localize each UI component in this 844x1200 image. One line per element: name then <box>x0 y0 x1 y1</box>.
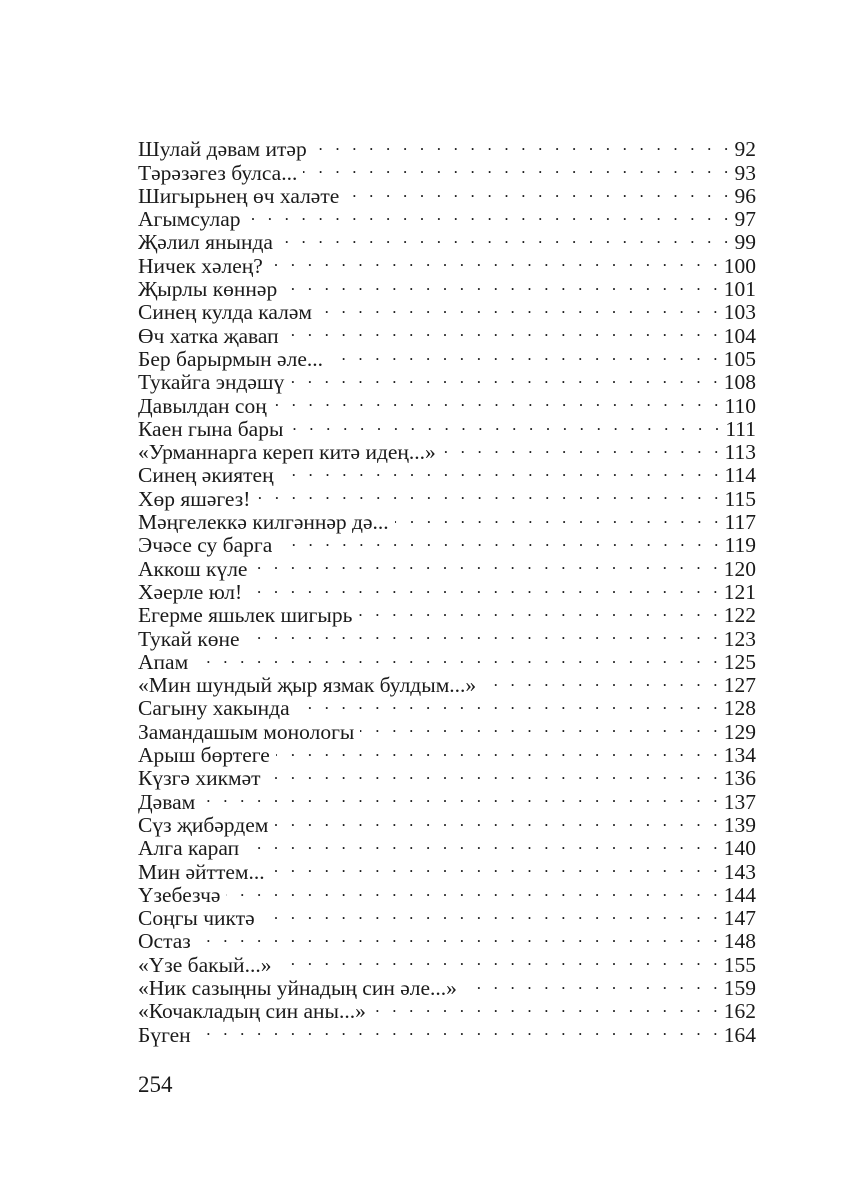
toc-dot-leader <box>253 552 721 575</box>
toc-dot-leader <box>256 482 722 505</box>
toc-entry-title: Тукай көне <box>138 626 240 651</box>
toc-entry-page: 123 <box>723 626 756 651</box>
toc-entry-page: 96 <box>734 183 756 208</box>
toc-entry-page: 129 <box>723 719 756 744</box>
toc-entry-title: «Үзе бакый...» <box>138 952 272 977</box>
toc-dot-leader <box>290 366 722 389</box>
toc-entry-page: 114 <box>724 463 756 488</box>
toc-dot-leader <box>277 948 721 971</box>
toc-entry-page: 128 <box>723 696 756 721</box>
toc-entry-page: 99 <box>734 230 756 255</box>
toc-dot-leader <box>318 296 722 319</box>
toc-dot-leader <box>246 622 722 645</box>
toc-entry-page: 134 <box>723 743 756 768</box>
toc-entry <box>138 692 756 721</box>
toc-entry <box>138 296 756 325</box>
toc-entry <box>138 739 756 768</box>
toc-entry-page: 119 <box>724 533 756 558</box>
toc-dot-leader <box>296 692 722 715</box>
toc-dot-leader <box>271 855 722 878</box>
toc-dot-leader <box>276 739 722 762</box>
toc-dot-leader <box>329 343 722 366</box>
toc-entry-title: Егерме яшьлек шигырь <box>138 603 353 628</box>
toc-entry <box>138 576 756 604</box>
toc-dot-leader <box>345 180 732 203</box>
toc-entry-title: Алга карап <box>138 836 240 861</box>
toc-entry-title: Үзебезчә <box>138 882 221 907</box>
toc-dot-leader <box>197 1018 722 1041</box>
toc-dot-leader <box>201 785 722 808</box>
toc-entry-page: 115 <box>724 486 756 511</box>
toc-entry-title: Апам <box>138 649 189 674</box>
toc-entry-title: Синең кулда каләм <box>138 300 313 325</box>
toc-entry-title: Тәрәзәгез булса... <box>138 160 298 185</box>
toc-entry-title: Бер барырмын әле... <box>138 346 323 371</box>
toc-dot-leader <box>442 436 723 459</box>
table-of-contents <box>138 133 756 1047</box>
toc-entry <box>138 902 756 931</box>
toc-entry <box>138 972 756 1000</box>
toc-entry-page: 140 <box>723 836 756 861</box>
toc-entry-page: 143 <box>723 859 756 884</box>
toc-entry-page: 120 <box>723 556 756 581</box>
toc-entry <box>138 413 756 441</box>
toc-entry-title: Мин әйттем... <box>138 859 265 884</box>
toc-dot-leader <box>283 273 722 296</box>
toc-entry-title: Тукайга эндәшү <box>138 370 285 395</box>
toc-dot-leader <box>372 995 722 1018</box>
toc-dot-leader <box>197 925 722 948</box>
toc-entry-page: 164 <box>723 1022 756 1047</box>
toc-entry <box>138 180 756 208</box>
toc-entry <box>138 646 756 674</box>
toc-dot-leader <box>269 249 722 272</box>
toc-entry-page: 125 <box>723 649 756 674</box>
toc-dot-leader <box>267 762 722 785</box>
toc-entry-title: Соңгы чиктә <box>138 906 255 931</box>
toc-entry <box>138 226 756 255</box>
toc-entry-page: 155 <box>723 952 756 977</box>
toc-entry-title: Шигырьнең өч халәте <box>138 183 340 208</box>
toc-entry-title: «Ник сазыңны уйнадың син әле...» <box>138 975 457 1000</box>
toc-dot-leader <box>280 459 723 482</box>
toc-entry-page: 117 <box>724 510 756 535</box>
toc-entry-title: Сагыну хакында <box>138 696 290 721</box>
toc-dot-leader <box>194 646 722 669</box>
toc-entry-title: «Урманнарга кереп китә идең...» <box>138 440 436 465</box>
toc-dot-leader <box>246 203 732 226</box>
toc-entry-title: «Мин шундый җыр язмак булдым...» <box>138 673 477 698</box>
toc-entry <box>138 995 756 1024</box>
toc-entry-page: 110 <box>724 393 756 418</box>
toc-entry-title: Өч хатка җавап <box>138 323 279 348</box>
toc-entry <box>138 785 756 814</box>
toc-entry-page: 137 <box>723 789 756 814</box>
toc-entry <box>138 879 756 907</box>
toc-dot-leader <box>274 809 721 832</box>
toc-dot-leader <box>289 413 723 436</box>
toc-entry-title: Ничек хәлең? <box>138 253 263 278</box>
toc-entry-page: 113 <box>724 440 756 465</box>
toc-dot-leader <box>261 902 722 925</box>
toc-entry-title: Бүген <box>138 1022 191 1047</box>
toc-entry-page: 93 <box>734 160 756 185</box>
toc-entry <box>138 925 756 954</box>
toc-entry-page: 122 <box>723 603 756 628</box>
toc-dot-leader <box>360 715 721 738</box>
toc-entry-title: «Кочакладың син аны...» <box>138 999 366 1024</box>
toc-entry <box>138 762 756 791</box>
toc-entry-page: 97 <box>734 207 756 232</box>
toc-entry <box>138 273 756 302</box>
toc-entry-title: Эчәсе су барга <box>138 533 273 558</box>
toc-entry-page: 111 <box>725 416 756 441</box>
toc-dot-leader <box>226 879 721 902</box>
toc-entry-page: 162 <box>723 999 756 1024</box>
toc-entry-title: Җырлы көннәр <box>138 277 278 302</box>
toc-entry-title: Остаз <box>138 929 191 954</box>
toc-entry-page: 104 <box>723 323 756 348</box>
toc-entry <box>138 948 756 977</box>
toc-entry-title: Арыш бөртеге <box>138 743 270 768</box>
toc-entry <box>138 343 756 371</box>
toc-dot-leader <box>248 576 722 599</box>
toc-entry-page: 144 <box>723 882 756 907</box>
toc-entry <box>138 203 756 232</box>
toc-entry-title: Замандашым монологы <box>138 719 355 744</box>
toc-entry <box>138 1018 756 1047</box>
toc-dot-leader <box>395 506 723 529</box>
toc-dot-leader <box>273 389 723 412</box>
toc-entry-page: 136 <box>723 766 756 791</box>
toc-entry <box>138 436 756 465</box>
toc-entry-title: Каен гына бары <box>138 416 284 441</box>
page-number: 254 <box>138 1072 173 1097</box>
toc-dot-leader <box>279 226 733 249</box>
toc-dot-leader <box>358 599 721 622</box>
toc-entry-page: 108 <box>723 370 756 395</box>
toc-entry-title: Дәвам <box>138 789 196 814</box>
toc-entry <box>138 366 756 395</box>
toc-entry-title: Давылдан соң <box>138 393 267 418</box>
toc-dot-leader <box>245 832 722 855</box>
toc-entry-title: Шулай дәвам итәр <box>138 137 307 162</box>
toc-entry-page: 92 <box>734 137 756 162</box>
toc-entry-title: Агымсулар <box>138 207 241 232</box>
toc-entry <box>138 529 756 558</box>
toc-entry-title: Хәерле юл! <box>138 579 243 604</box>
toc-entry <box>138 133 756 162</box>
toc-entry-page: 148 <box>723 929 756 954</box>
toc-entry <box>138 832 756 861</box>
toc-dot-leader <box>303 156 732 179</box>
toc-entry-page: 139 <box>723 812 756 837</box>
toc-entry-page: 103 <box>723 300 756 325</box>
toc-entry-page: 101 <box>723 277 756 302</box>
toc-entry-title: Җәлил янында <box>138 230 273 255</box>
toc-dot-leader <box>482 669 722 692</box>
toc-entry-page: 127 <box>723 673 756 698</box>
toc-dot-leader <box>285 319 722 342</box>
toc-entry <box>138 599 756 628</box>
toc-entry-title: Сүз җибәрдем <box>138 812 269 837</box>
toc-dot-leader <box>463 972 722 995</box>
toc-entry <box>138 506 756 535</box>
toc-entry-title: Синең әкиятең <box>138 463 274 488</box>
toc-dot-leader <box>278 529 722 552</box>
toc-dot-leader <box>313 133 733 156</box>
toc-entry <box>138 459 756 488</box>
toc-entry-title: Аккош күле <box>138 556 248 581</box>
toc-entry-title: Хөр яшәгез! <box>138 486 251 511</box>
toc-entry-page: 100 <box>723 253 756 278</box>
toc-entry-title: Мәңгелеккә килгәннәр дә... <box>138 510 389 535</box>
toc-entry <box>138 809 756 837</box>
toc-entry <box>138 669 756 698</box>
toc-entry-title: Күзгә хикмәт <box>138 766 261 791</box>
toc-entry-page: 121 <box>723 579 756 604</box>
toc-entry-page: 147 <box>723 906 756 931</box>
toc-entry-page: 105 <box>723 346 756 371</box>
toc-entry-page: 159 <box>723 975 756 1000</box>
